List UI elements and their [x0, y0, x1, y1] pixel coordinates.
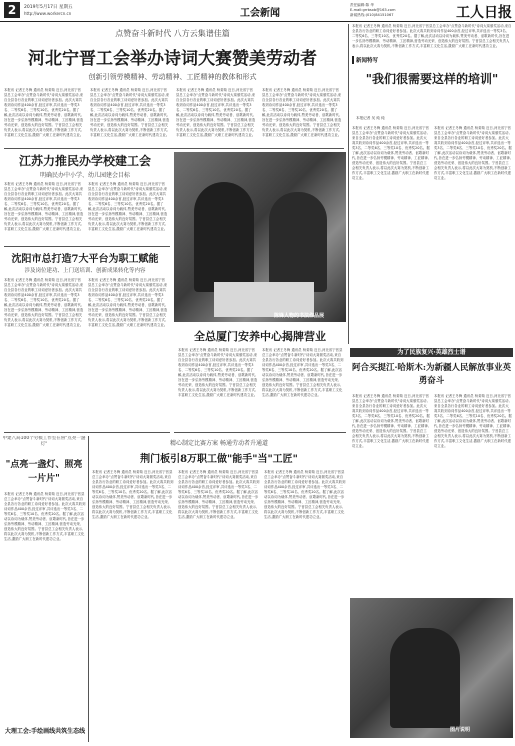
hero-photo-figure	[390, 628, 460, 728]
lead-subhead: 创新引领劳模精神、劳动精神、工匠精神的教体和形式	[88, 73, 257, 81]
story4-body-a: 本报讯 记者王冬梅 通讯员 杨菊菊 近日,河北省宁晋县总工会举办"点赞奋斗新时代"诗词大赛颁奖活动,来自全县各行各业的职工诗词爱好者参加。此次大赛共收到诗词作品400余首,经过评审,共评选出一等奖3名、二等奖6名、三等奖10名、优秀奖20名。据了解,此次活动以诗词为载体,赞美劳动者、讴歌新时代,旨在进一步弘扬劳模精神、劳动精神、工匠精神,营造劳动光荣、创造伟大的良好氛围。宁晋县总工会相关负责人表示,将以此次大赛为契机,不断创新工作方式,丰富职工文化生活,激励广大职工在新时代建功立业。	[178, 348, 258, 397]
lead-body-col-2: 本报讯 记者王冬梅 通讯员 杨菊菊 近日,河北省宁晋县总工会举办"点赞奋斗新时代"诗词大赛颁奖活动,来自全县各行各业的职工诗词爱好者参加。此次大赛共收到诗词作品400余首,经过评审,共评选出一等奖3名、二等奖6名、三等奖10名、优秀奖20名。据了解,此次活动以诗词为载体,赞美劳动者、讴歌新时代,旨在进一步弘扬劳模精神、劳动精神、工匠精神,营造劳动光荣、创造伟大的良好氛围。宁晋县总工会相关负责人表示,将以此次大赛为契机,不断创新工作方式,丰富职工文化生活,激励广大职工在新时代建功立业。	[90, 88, 170, 137]
feature-body-b: 本报讯 记者王冬梅 通讯员 杨菊菊 近日,河北省宁晋县总工会举办"点赞奋斗新时代"诗词大赛颁奖活动,来自全县各行各业的职工诗词爱好者参加。此次大赛共收到诗词作品400余首,经过评审,共评选出一等奖3名、二等奖6名、三等奖10名、优秀奖20名。据了解,此次活动以诗词为载体,赞美劳动者、讴歌新时代,旨在进一步弘扬劳模精神、劳动精神、工匠精神,营造劳动光荣、创造伟大的良好氛围。宁晋县总工会相关负责人表示,将以此次大赛为契机,不断创新工作方式,丰富职工文化生活,激励广大职工在新时代建功立业。	[434, 126, 512, 180]
lead-headline: 河北宁晋工会举办诗词大赛赞美劳动者	[28, 49, 317, 66]
hero-body-a: 本报讯 记者王冬梅 通讯员 杨菊菊 近日,河北省宁晋县总工会举办"点赞奋斗新时代"诗词大赛颁奖活动,来自全县各行各业的职工诗词爱好者参加。此次大赛共收到诗词作品400余首,经过评审,共评选出一等奖3名、二等奖6名、三等奖10名、优秀奖20名。据了解,此次活动以诗词为载体,赞美劳动者、讴歌新时代,旨在进一步弘扬劳模精神、劳动精神、工匠精神,营造劳动光荣、创造伟大的良好氛围。宁晋县总工会相关负责人表示,将以此次大赛为契机,不断创新工作方式,丰富职工文化生活,激励广大职工在新时代建功立业。	[352, 394, 430, 448]
paper-name: 工人日报	[456, 5, 512, 20]
feature-headline: "我们很需要这样的培训"	[365, 72, 499, 86]
feature-body-a: 本报讯 记者王冬梅 通讯员 杨菊菊 近日,河北省宁晋县总工会举办"点赞奋斗新时代"诗词大赛颁奖活动,来自全县各行各业的职工诗词爱好者参加。此次大赛共收到诗词作品400余首,经过评审,共评选出一等奖3名、二等奖6名、三等奖10名、优秀奖20名。据了解,此次活动以诗词为载体,赞美劳动者、讴歌新时代,旨在进一步弘扬劳模精神、劳动精神、工匠精神,营造劳动光荣、创造伟大的良好氛围。宁晋县总工会相关负责人表示,将以此次大赛为契机,不断创新工作方式,丰富职工文化生活,激励广大职工在新时代建功立业。	[352, 126, 430, 180]
editor-email: E-mail:grrbsxb@163.com	[350, 8, 396, 12]
hero-photo-caption: 图片说明	[450, 727, 471, 733]
editor-line: 责任编辑:陈 华	[350, 3, 374, 7]
story5-body-b: 本报讯 记者王冬梅 通讯员 杨菊菊 近日,河北省宁晋县总工会举办"点赞奋斗新时代"诗词大赛颁奖活动,来自全县各行各业的职工诗词爱好者参加。此次大赛共收到诗词作品400余首,经过评审,共评选出一等奖3名、二等奖6名、三等奖10名、优秀奖20名。据了解,此次活动以诗词为载体,赞美劳动者、讴歌新时代,旨在进一步弘扬劳模精神、劳动精神、工匠精神,营造劳动光荣、创造伟大的良好氛围。宁晋县总工会相关负责人表示,将以此次大赛为契机,不断创新工作方式,丰富职工文化生活,激励广大职工在新时代建功立业。	[178, 470, 260, 519]
features-label: 新闻特写	[352, 56, 412, 64]
story3-headline: 沈阳市总打造7大平台为职工赋能	[11, 254, 159, 264]
right-top-text: 本报讯 记者王冬梅 通讯员 杨菊菊 近日,河北省宁晋县总工会举办"点赞奋斗新时代"诗词大赛颁奖活动,来自全县各行各业的职工诗词爱好者参加。此次大赛共收到诗词作品400余首,经过评审,共评选出一等奖3名、二等奖6名、三等奖10名、优秀奖20名。据了解,此次活动以诗词为载体,赞美劳动者、讴歌新时代,旨在进一步弘扬劳模精神、劳动精神、工匠精神,营造劳动光荣、创造伟大的良好氛围。宁晋县总工会相关负责人表示,将以此次大赛为契机,不断创新工作方式,丰富职工文化生活,激励广大职工在新时代建功立业。	[352, 24, 512, 48]
workers-photo	[174, 152, 346, 322]
story2-headline: 江苏力推民办学校建工会	[18, 154, 151, 168]
lead-body-col-4: 本报讯 记者王冬梅 通讯员 杨菊菊 近日,河北省宁晋县总工会举办"点赞奋斗新时代"诗词大赛颁奖活动,来自全县各行各业的职工诗词爱好者参加。此次大赛共收到诗词作品400余首,经过评审,共评选出一等奖3名、二等奖6名、三等奖10名、优秀奖20名。据了解,此次活动以诗词为载体,赞美劳动者、讴歌新时代,旨在进一步弘扬劳模精神、劳动精神、工匠精神,营造劳动光荣、创造伟大的良好氛围。宁晋县总工会相关负责人表示,将以此次大赛为契机,不断创新工作方式,丰富职工文化生活,激励广大职工在新时代建功立业。	[262, 88, 342, 137]
site-url[interactable]: http://www.workercn.cn	[24, 11, 72, 16]
story3-body-b: 本报讯 记者王冬梅 通讯员 杨菊菊 近日,河北省宁晋县总工会举办"点赞奋斗新时代"诗词大赛颁奖活动,来自全县各行各业的职工诗词爱好者参加。此次大赛共收到诗词作品400余首,经过评审,共评选出一等奖3名、二等奖6名、三等奖10名、优秀奖20名。据了解,此次活动以诗词为载体,赞美劳动者、讴歌新时代,旨在进一步弘扬劳模精神、劳动精神、工匠精神,营造劳动光荣、创造伟大的良好氛围。宁晋县总工会相关负责人表示,将以此次大赛为契机,不断创新工作方式,丰富职工文化生活,激励广大职工在新时代建功立业。	[88, 278, 168, 327]
photo-figure-2	[269, 192, 327, 292]
page-number: 2	[4, 2, 20, 18]
story5-body-c: 本报讯 记者王冬梅 通讯员 杨菊菊 近日,河北省宁晋县总工会举办"点赞奋斗新时代"诗词大赛颁奖活动,来自全县各行各业的职工诗词爱好者参加。此次大赛共收到诗词作品400余首,经过评审,共评选出一等奖3名、二等奖6名、三等奖10名、优秀奖20名。据了解,此次活动以诗词为载体,赞美劳动者、讴歌新时代,旨在进一步弘扬劳模精神、劳动精神、工匠精神,营造劳动光荣、创造伟大的良好氛围。宁晋县总工会相关负责人表示,将以此次大赛为契机,不断创新工作方式,丰富职工文化生活,激励广大职工在新时代建功立业。	[264, 470, 346, 519]
hero-photo	[350, 598, 513, 738]
section-title: 工会新闻	[240, 8, 280, 18]
feature-byline: 本报记者 吴 纯 纯	[356, 116, 385, 120]
lead-kicker: 点赞奋斗新时代 八方云集谱佳篇	[115, 29, 230, 38]
story5-body-a: 本报讯 记者王冬梅 通讯员 杨菊菊 近日,河北省宁晋县总工会举办"点赞奋斗新时代"诗词大赛颁奖活动,来自全县各行各业的职工诗词爱好者参加。此次大赛共收到诗词作品400余首,经过评审,共评选出一等奖3名、二等奖6名、三等奖10名、优秀奖20名。据了解,此次活动以诗词为载体,赞美劳动者、讴歌新时代,旨在进一步弘扬劳模精神、劳动精神、工匠精神,营造劳动光荣、创造伟大的良好氛围。宁晋县总工会相关负责人表示,将以此次大赛为契机,不断创新工作方式,丰富职工文化生活,激励广大职工在新时代建功立业。	[92, 470, 174, 519]
story6-divider	[88, 436, 89, 742]
story2-subhead: 明确民办中小学、幼儿园建会目标	[39, 172, 130, 179]
story5-kicker: 精心制定比赛方案 畅通劳动者升通道	[170, 440, 268, 447]
story6-body: 本报讯 记者王冬梅 通讯员 杨菊菊 近日,河北省宁晋县总工会举办"点赞奋斗新时代"诗词大赛颁奖活动,来自全县各行各业的职工诗词爱好者参加。此次大赛共收到诗词作品400余首,经过评审,共评选出一等奖3名、二等奖6名、三等奖10名、优秀奖20名。据了解,此次活动以诗词为载体,赞美劳动者、讴歌新时代,旨在进一步弘扬劳模精神、劳动精神、工匠精神,营造劳动光荣、创造伟大的良好氛围。宁晋县总工会相关负责人表示,将以此次大赛为契机,不断创新工作方式,丰富职工文化生活,激励广大职工在新时代建功立业。	[4, 492, 86, 541]
photo-figure-1	[194, 182, 254, 292]
story2-rule	[4, 246, 170, 247]
date-line: 2019年5月17日 星期五	[24, 5, 73, 10]
bottom-story-headline: 大理工会:手绘画线共筑生态线	[4, 728, 86, 735]
lead-body-col-3: 本报讯 记者王冬梅 通讯员 杨菊菊 近日,河北省宁晋县总工会举办"点赞奋斗新时代"诗词大赛颁奖活动,来自全县各行各业的职工诗词爱好者参加。此次大赛共收到诗词作品400余首,经过评审,共评选出一等奖3名、二等奖6名、三等奖10名、优秀奖20名。据了解,此次活动以诗词为载体,赞美劳动者、讴歌新时代,旨在进一步弘扬劳模精神、劳动精神、工匠精神,营造劳动光荣、创造伟大的良好氛围。宁晋县总工会相关负责人表示,将以此次大赛为契机,不断创新工作方式,丰富职工文化生活,激励广大职工在新时代建功立业。	[176, 88, 256, 137]
lead-body-col-1: 本报讯 记者王冬梅 通讯员 杨菊菊 近日,河北省宁晋县总工会举办"点赞奋斗新时代"诗词大赛颁奖活动,来自全县各行各业的职工诗词爱好者参加。此次大赛共收到诗词作品400余首,经过评审,共评选出一等奖3名、二等奖6名、三等奖10名、优秀奖20名。据了解,此次活动以诗词为载体,赞美劳动者、讴歌新时代,旨在进一步弘扬劳模精神、劳动精神、工匠精神,营造劳动光荣、创造伟大的良好氛围。宁晋县总工会相关负责人表示,将以此次大赛为契机,不断创新工作方式,丰富职工文化生活,激励广大职工在新时代建功立业。	[4, 88, 84, 137]
story3-body-a: 本报讯 记者王冬梅 通讯员 杨菊菊 近日,河北省宁晋县总工会举办"点赞奋斗新时代"诗词大赛颁奖活动,来自全县各行各业的职工诗词爱好者参加。此次大赛共收到诗词作品400余首,经过评审,共评选出一等奖3名、二等奖6名、三等奖10名、优秀奖20名。据了解,此次活动以诗词为载体,赞美劳动者、讴歌新时代,旨在进一步弘扬劳模精神、劳动精神、工匠精神,营造劳动光荣、创造伟大的良好氛围。宁晋县总工会相关负责人表示,将以此次大赛为契机,不断创新工作方式,丰富职工文化生活,激励广大职工在新时代建功立业。	[4, 278, 84, 327]
story3-subhead: 涉及岗位建功、上门送培训、创新成果转化等内容	[24, 268, 146, 274]
story6-headline: "点亮一盏灯、照亮一片片"	[5, 460, 83, 484]
lead-rule	[4, 148, 344, 149]
photo-caption: 陈锋人物的书法作品展	[274, 313, 325, 319]
story5-headline: 荆门板引8万职工做"能手"当"工匠"	[140, 454, 298, 465]
right-column-divider	[348, 24, 349, 344]
story4-body-b: 本报讯 记者王冬梅 通讯员 杨菊菊 近日,河北省宁晋县总工会举办"点赞奋斗新时代"诗词大赛颁奖活动,来自全县各行各业的职工诗词爱好者参加。此次大赛共收到诗词作品400余首,经过评审,共评选出一等奖3名、二等奖6名、三等奖10名、优秀奖20名。据了解,此次活动以诗词为载体,赞美劳动者、讴歌新时代,旨在进一步弘扬劳模精神、劳动精神、工匠精神,营造劳动光荣、创造伟大的良好氛围。宁晋县总工会相关负责人表示,将以此次大赛为契机,不断创新工作方式,丰富职工文化生活,激励广大职工在新时代建功立业。	[262, 348, 344, 397]
masthead-rule	[0, 21, 515, 22]
news-hotline: 新闻热线:(010)84151067	[350, 13, 394, 17]
hero-body-b: 本报讯 记者王冬梅 通讯员 杨菊菊 近日,河北省宁晋县总工会举办"点赞奋斗新时代"诗词大赛颁奖活动,来自全县各行各业的职工诗词爱好者参加。此次大赛共收到诗词作品400余首,经过评审,共评选出一等奖3名、二等奖6名、三等奖10名、优秀奖20名。据了解,此次活动以诗词为载体,赞美劳动者、讴歌新时代,旨在进一步弘扬劳模精神、劳动精神、工匠精神,营造劳动光荣、创造伟大的良好氛围。宁晋县总工会相关负责人表示,将以此次大赛为契机,不断创新工作方式,丰富职工文化生活,激励广大职工在新时代建功立业。	[434, 394, 512, 448]
story2-body-b: 本报讯 记者王冬梅 通讯员 杨菊菊 近日,河北省宁晋县总工会举办"点赞奋斗新时代"诗词大赛颁奖活动,来自全县各行各业的职工诗词爱好者参加。此次大赛共收到诗词作品400余首,经过评审,共评选出一等奖3名、二等奖6名、三等奖10名、优秀奖20名。据了解,此次活动以诗词为载体,赞美劳动者、讴歌新时代,旨在进一步弘扬劳模精神、劳动精神、工匠精神,营造劳动光荣、创造伟大的良好氛围。宁晋县总工会相关负责人表示,将以此次大赛为契机,不断创新工作方式,丰富职工文化生活,激励广大职工在新时代建功立业。	[88, 182, 168, 231]
story6-kicker: 中建八局100个劳模工作室在鲁"点亮一盏灯"	[2, 436, 86, 447]
masthead	[0, 0, 515, 22]
story3-rule	[4, 432, 170, 433]
story4-rule	[174, 432, 346, 433]
hero-banner: 为了民族复兴·英雄烈士谱	[350, 348, 513, 357]
story2-body-a: 本报讯 记者王冬梅 通讯员 杨菊菊 近日,河北省宁晋县总工会举办"点赞奋斗新时代"诗词大赛颁奖活动,来自全县各行各业的职工诗词爱好者参加。此次大赛共收到诗词作品400余首,经过评审,共评选出一等奖3名、二等奖6名、三等奖10名、优秀奖20名。据了解,此次活动以诗词为载体,赞美劳动者、讴歌新时代,旨在进一步弘扬劳模精神、劳动精神、工匠精神,营造劳动光荣、创造伟大的良好氛围。宁晋县总工会相关负责人表示,将以此次大赛为契机,不断创新工作方式,丰富职工文化生活,激励广大职工在新时代建功立业。	[4, 182, 84, 231]
hero-headline: 阿合买提江·哈斯木:为新疆人民解放事业英勇奋斗	[351, 363, 512, 386]
story4-headline: 全总厦门安养中心揭牌营业	[194, 330, 326, 343]
